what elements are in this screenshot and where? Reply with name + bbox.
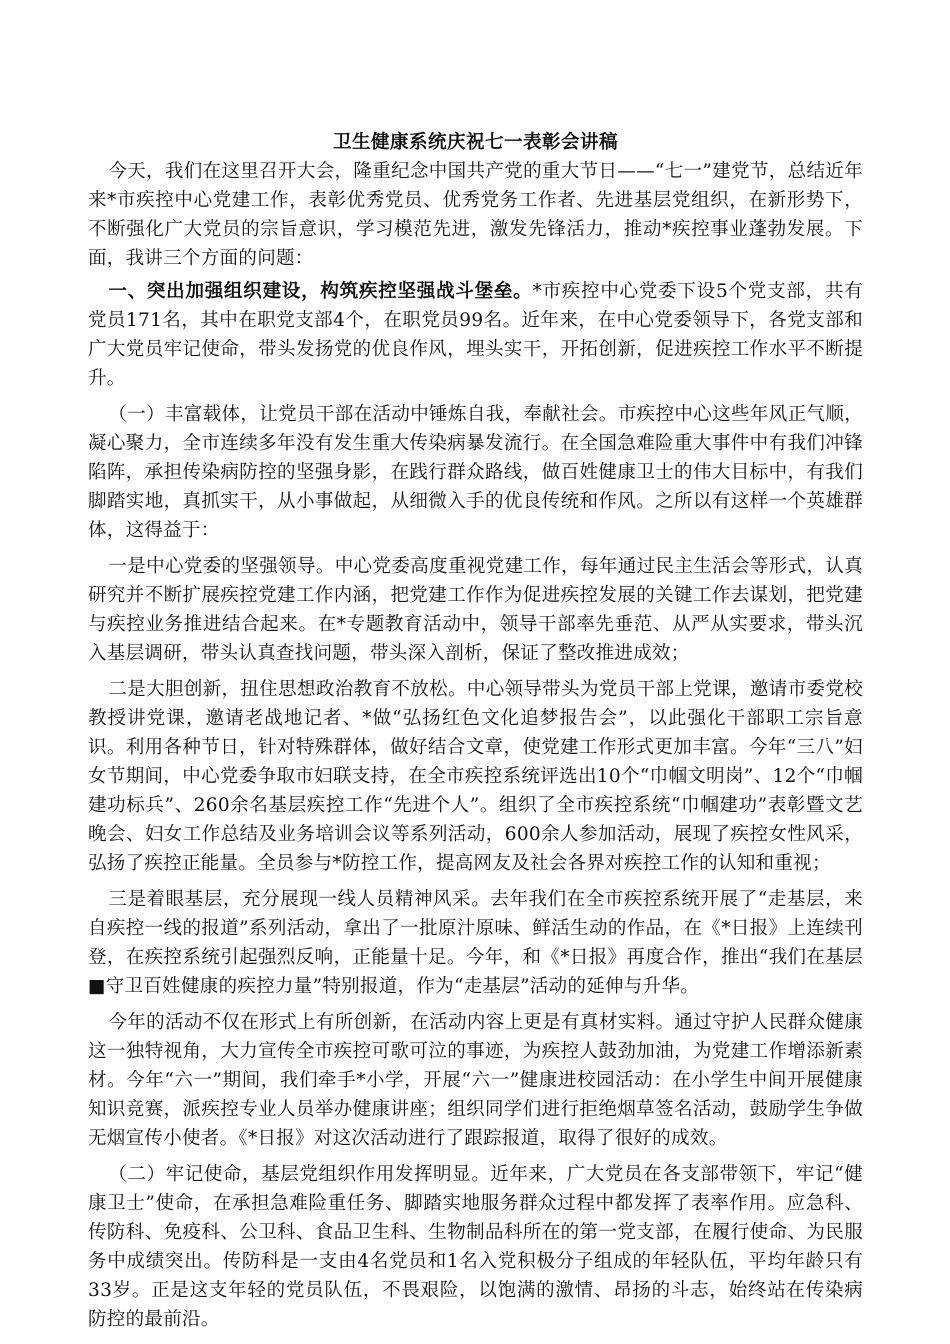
paragraph-point-one <box>88 552 863 668</box>
paragraph-text: 二是大胆创新，扭住思想政治教育不放松。中心领导带头为党员干部上党课，邀请市委党校教授讲党课，邀请老战地记者、*做“弘扬红色文化追梦报告会”，以此强化干部职工宗旨意识。利用各种节日，针对特殊群体，做好结合文章，使党建工作形式更加丰富。今年“三八”妇女节期间，中心党委争取市妇联支持，在全市疾控系统评选出10个“巾帼文明岗”、12个“巾帼建功标兵”、260余名基层疾控工作“先进个人”。组织了全市疾控系统“巾帼建功”表彰暨文艺晚会、妇女工作总结及业务培训会议等系列活动，600余人参加活动，展现了疾控女性风采，弘扬了疾控正能量。全员参与*防控工作，提高网友及社会各界对疾控工作的认知和重视； <box>88 679 863 874</box>
paragraph-text: （一）丰富载体，让党员干部在活动中锤炼自我，奉献社会。市疾控中心这些年风正气顺，凝心聚力，全市连续多年没有发生重大传染病暴发流行。在全国急难险重大事件中有我们冲锋陷阵，承担传染病防控的坚强身影，在践行群众路线，做百姓健康卫士的伟大目标中，有我们脚踏实地，真抓实干，从小事做起，从细微入手的优良传统和作风。之所以有这样一个英雄群体，这得益于： <box>88 404 863 541</box>
paragraph-intro <box>88 157 863 273</box>
paragraph-point-three <box>88 885 863 1001</box>
paragraph-subsection-one <box>88 400 863 545</box>
paragraph-section-one <box>88 277 863 393</box>
section-heading: 一、突出加强组织建设，构筑疾控坚强战斗堡垒。 <box>108 281 533 302</box>
document-title: 卫生健康系统庆祝七一表彰会讲稿 <box>332 132 618 153</box>
paragraph-text: （二）牢记使命，基层党组织作用发挥明显。近年来，广大党员在各支部带领下，牢记“健康卫士”使命，在承担急难险重任务、脚踏实地服务群众过程中都发挥了表率作用。应急科、传防科、免疫科、公卫科、食品卫生科、生物制品科所在的第一党支部，在履行使命、为民服务中成绩突出。传防科是一支由4名党员和1名入党积极分子组成的年轻队伍，平均年龄只有33岁。正是这支年轻的党员队伍，不畏艰险，以饱满的激情、昂扬的斗志，始终站在传染病防控的最前沿。 <box>88 1164 863 1330</box>
paragraph-text: *市疾控中心党委下设5个党支部，共有党员171名，其中在职党支部4个，在职党员99名。近年来，在中心党委领导下，各党支部和广大党员牢记使命，带头发扬党的优良作风，埋头实干，开拓创新，促进疾控工作水平不断提升。 <box>88 281 863 389</box>
paragraph-text: 三是着眼基层，充分展现一线人员精神风采。去年我们在全市疾控系统开展了“走基层，来自疾控一线的报道”系列活动，拿出了一批原汁原味、鲜活生动的作品，在《*日报》上连续刊登，在疾控系统引起强烈反响，正能量十足。今年，和《*日报》再度合作，推出“我们在基层■守卫百姓健康的疾控力量”特别报道，作为“走基层”活动的延伸与升华。 <box>88 889 863 997</box>
paragraph-text: 今年的活动不仅在形式上有所创新，在活动内容上更是有真材实料。通过守护人民群众健康这一独特视角，大力宣传全市疾控可歌可泣的事迹，为疾控人鼓劲加油，为党建工作增添新素材。今年“六一”期间，我们牵手*小学，开展“六一”健康进校园活动：在小学生中间开展健康知识竞赛，派疾控专业人员举办健康讲座；组织同学们进行拒绝烟草签名活动，鼓励学生争做无烟宣传小使者。《*日报》对这次活动进行了跟踪报道，取得了很好的成效。 <box>88 1012 863 1149</box>
paragraph-point-two <box>88 675 863 878</box>
paragraph-activities <box>88 1008 863 1153</box>
paragraph-text: 一是中心党委的坚强领导。中心党委高度重视党建工作，每年通过民主生活会等形式，认真研究并不断扩展疾控党建工作内涵，把党建工作作为促进疾控发展的关键工作去谋划，把党建与疾控业务推进结合起来。在*专题教育活动中，领导干部率先垂范、从严从实要求，带头沉入基层调研，带头认真查找问题，带头深入剖析，保证了整改推进成效； <box>88 556 863 664</box>
paragraph-text: 今天，我们在这里召开大会，隆重纪念中国共产党的重大节日——“七一”建党节，总结近年来*市疾控中心党建工作，表彰优秀党员、优秀党务工作者、先进基层党组织，在新形势下，不断强化广大党员的宗旨意识，学习模范先进，激发先锋活力，推动*疾控事业蓬勃发展。下面，我讲三个方面的问题： <box>88 161 863 269</box>
paragraph-subsection-two <box>88 1160 863 1334</box>
document-page <box>88 128 863 1341</box>
